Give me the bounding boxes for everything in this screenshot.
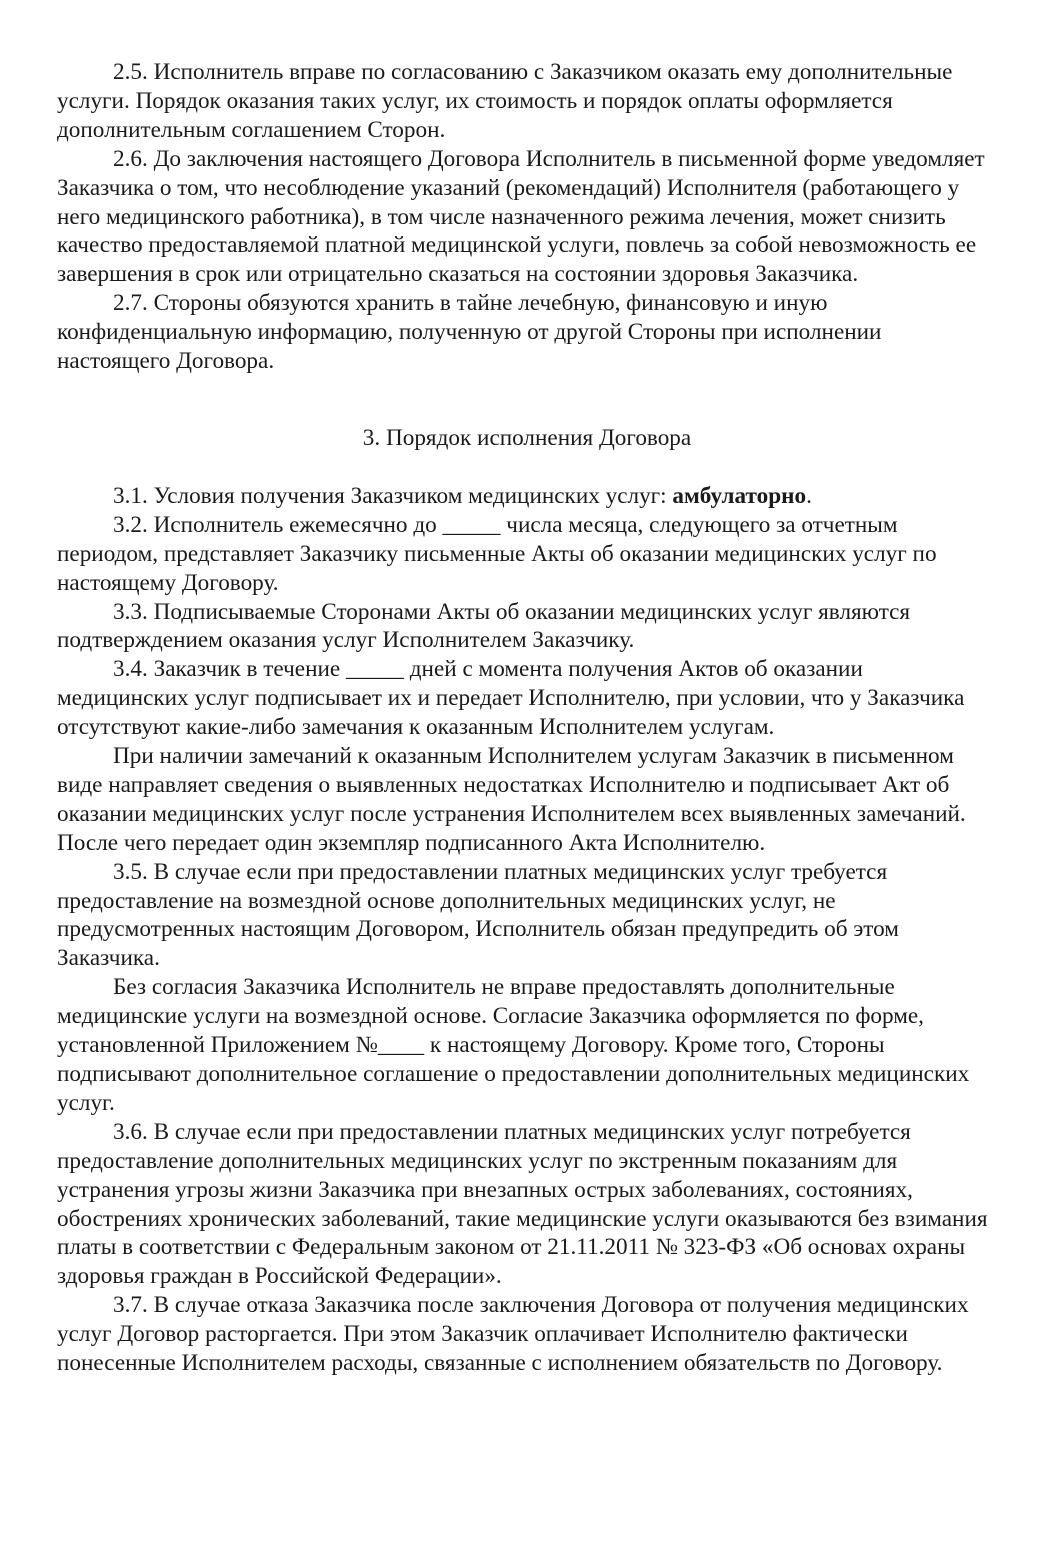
spacer	[57, 376, 997, 424]
paragraph-3-4-continued: При наличии замечаний к оказанным Исполнителем услугам Заказчик в письменном виде направляет сведения о выявленных недостатках Исполнителю и подписывает Акт об оказании медицинских услуг после устранения Исполнителем всех выявленных замечаний. После чего передает один экземпляр подписанного Акта Исполнителю.	[57, 743, 966, 856]
paragraph-3-4: 3.4. Заказчик в течение _____ дней с момента получения Актов об оказании медицинских услуг подписывает их и передает Исполнителю, при условии, что у Заказчика отсутствуют какие-либо замечания к оказанным Исполнителем услугам.	[57, 656, 965, 741]
paragraph-3-5-continued: Без согласия Заказчика Исполнитель не вправе предоставлять дополнительные медицинские услуги на возмездной основе. Согласие Заказчика оформляется по форме, установленной Приложением №____ к настоящему Договору. Кроме того, Стороны подписывают дополнительное соглашение о предоставлении дополнительных медицинских услуг.	[57, 974, 970, 1116]
paragraph-3-1-text: 3.1. Условия получения Заказчиком медицинских услуг:	[113, 482, 673, 509]
document-page	[57, 58, 997, 1378]
paragraph-3-1-end: .	[806, 482, 812, 509]
spacer	[57, 453, 997, 482]
paragraph-2-6: 2.6. До заключения настоящего Договора Исполнитель в письменной форме уведомляет Заказчика о том, что несоблюдение указаний (рекомендаций) Исполнителя (работающего у него медицинского работника), в том числе назначенного режима лечения, может снизить качество предоставляемой платной медицинской услуги, повлечь за собой невозможность ее завершения в срок или отрицательно сказаться на состоянии здоровья Заказчика.	[57, 145, 985, 288]
paragraph-3-3: 3.3. Подписываемые Сторонами Акты об оказании медицинских услуг являются подтверждением оказания услуг Исполнителем Заказчику.	[57, 598, 911, 654]
paragraph-3-7: 3.7. В случае отказа Заказчика после заключения Договора от получения медицинских услуг Договор расторгается. При этом Заказчик оплачивает Исполнителю фактически понесенные Исполнителем расходы, связанные с исполнением обязательств по Договору.	[57, 1292, 969, 1377]
paragraph-3-2: 3.2. Исполнитель ежемесячно до _____ числа месяца, следующего за отчетным периодом, представляет Заказчику письменные Акты об оказании медицинских услуг по настоящему Договору.	[57, 511, 937, 596]
paragraph-3-5: 3.5. В случае если при предоставлении платных медицинских услуг требуется предоставление на возмездной основе дополнительных медицинских услуг, не предусмотренных настоящим Договором, Исполнитель обязан предупредить об этом Заказчика.	[57, 858, 899, 972]
paragraph-3-1-bold: амбулаторно	[672, 482, 807, 509]
paragraph-2-7: 2.7. Стороны обязуются хранить в тайне лечебную, финансовую и иную конфиденциальную информацию, полученную от другой Стороны при исполнении настоящего Договора.	[57, 290, 882, 375]
paragraph-3-6: 3.6. В случае если при предоставлении платных медицинских услуг потребуется предоставление дополнительных медицинских услуг по экстренным показаниям для устранения угрозы жизни Заказчика при внезапных острых заболеваниях, состояниях, обострениях хронических заболеваний, такие медицинские услуги оказываются без взимания платы в соответствии с Федеральным законом от 21.11.2011 № 323-ФЗ «Об основах охраны здоровья граждан в Российской Федерации».	[57, 1118, 988, 1290]
section-3-heading: 3. Порядок исполнения Договора	[362, 424, 692, 451]
paragraph-3-1	[57, 482, 997, 511]
paragraph-2-5: 2.5. Исполнитель вправе по согласованию с Заказчиком оказать ему дополнительные услуги. Порядок оказания таких услуг, их стоимость и порядок оплаты оформляется дополнительным соглашением Сторон.	[57, 59, 953, 143]
